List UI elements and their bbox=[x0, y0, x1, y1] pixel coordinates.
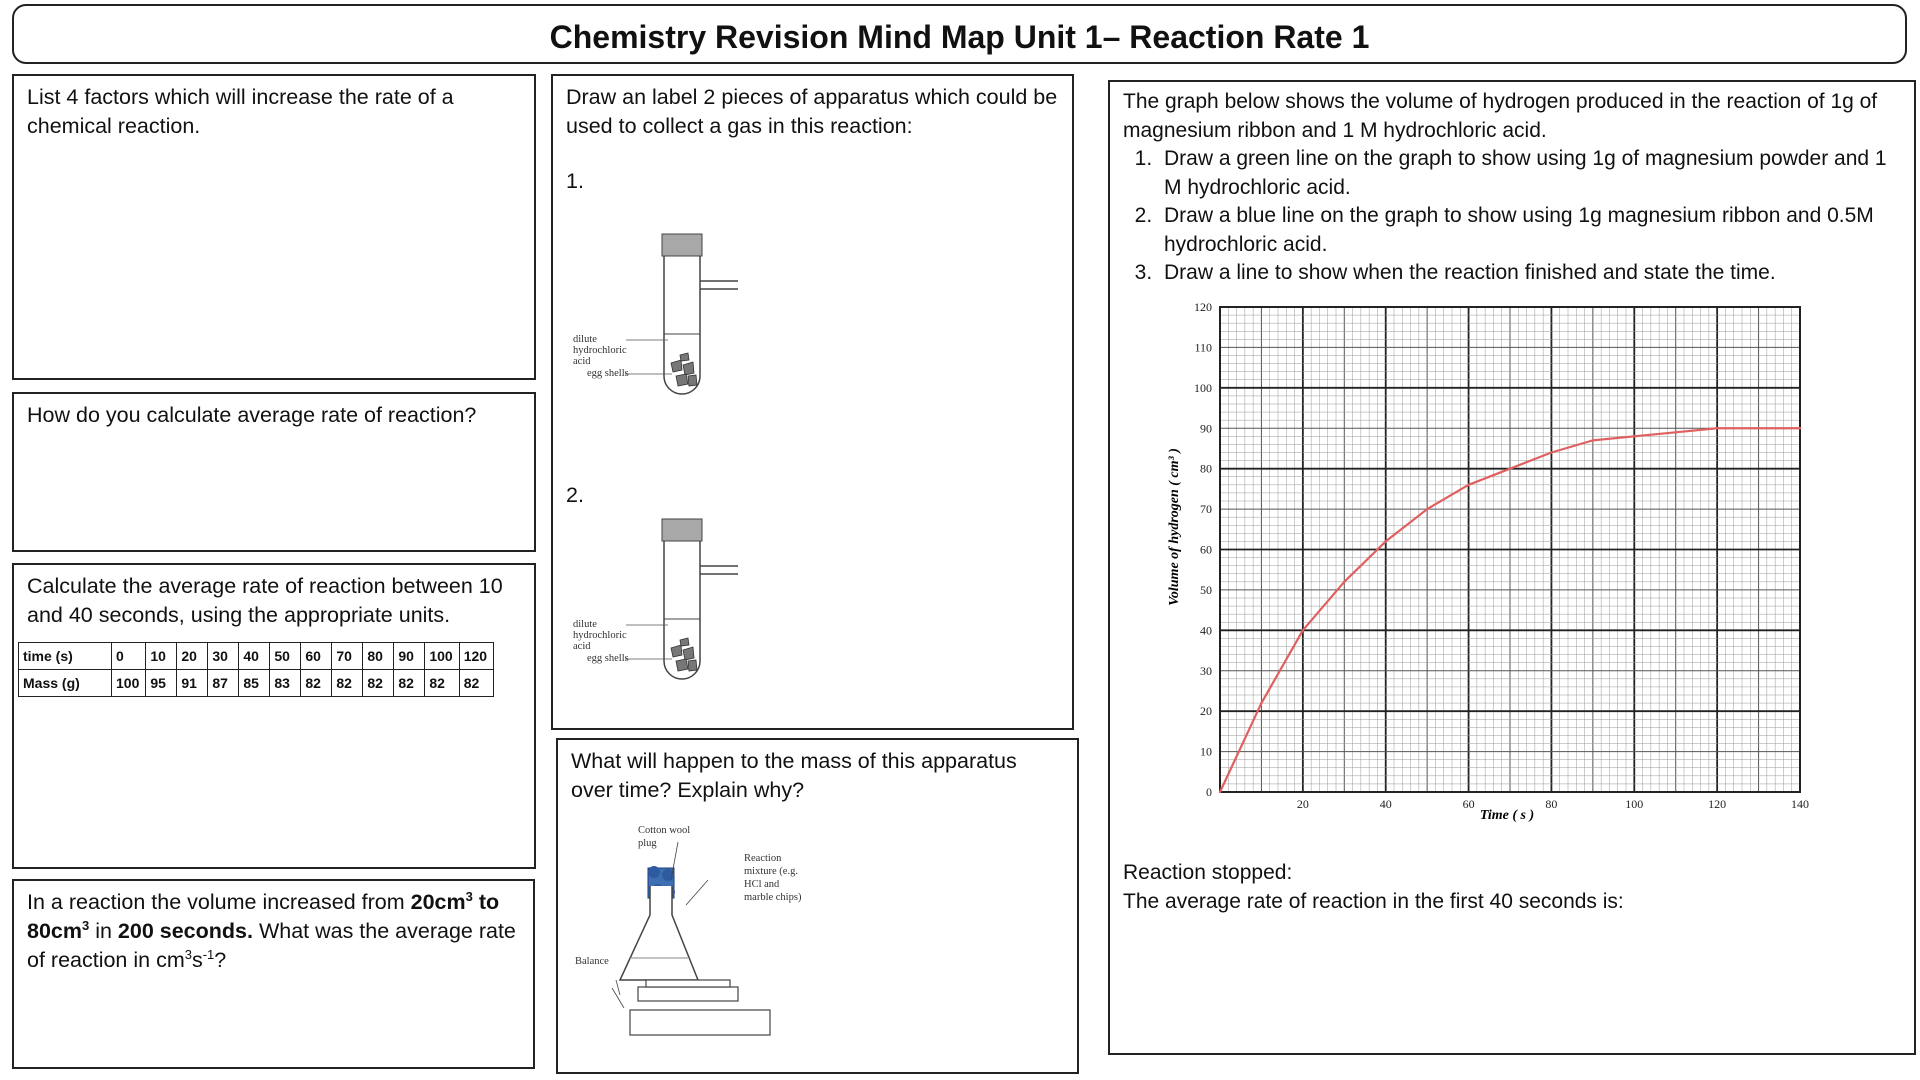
data-point bbox=[1633, 435, 1635, 437]
data-point bbox=[1260, 702, 1262, 704]
y-tick-label: 60 bbox=[1200, 542, 1212, 557]
table-cell: 0 bbox=[112, 643, 146, 670]
y-tick-label: 110 bbox=[1194, 340, 1212, 355]
chart-y-axis-label: Volume of hydrogen ( cm³ ) bbox=[1167, 448, 1182, 606]
table-cell: 70 bbox=[332, 643, 363, 670]
volume-panel bbox=[12, 879, 535, 1069]
table-row bbox=[19, 670, 494, 697]
calculate-question: Calculate the average rate of reaction between 10 and 40 seconds, using the appropriate units. bbox=[27, 574, 503, 627]
y-tick-label: 50 bbox=[1200, 582, 1212, 597]
page-title: Chemistry Revision Mind Map Unit 1– Reaction Rate 1 bbox=[549, 19, 1370, 55]
y-tick-label: 0 bbox=[1206, 785, 1212, 799]
table-row bbox=[19, 643, 494, 670]
item-number-1: 1. bbox=[566, 169, 584, 193]
table-cell: 82 bbox=[301, 670, 332, 697]
x-tick-label: 100 bbox=[1625, 797, 1644, 811]
table-cell: 20 bbox=[177, 643, 208, 670]
graph-task-list bbox=[1110, 145, 1914, 288]
table-cell: 10 bbox=[146, 643, 177, 670]
data-point bbox=[1592, 439, 1594, 441]
factors-question: List 4 factors which will increase the rate of a chemical reaction. bbox=[27, 85, 454, 138]
y-tick-label: 90 bbox=[1200, 421, 1212, 436]
volume-question: In a reaction the volume increased from $20cm^3$ to $80cm^3$ in 200 seconds. What was the average rate of reaction in $cm^3s^{-1}$? bbox=[27, 888, 516, 972]
table-cell: 82 bbox=[394, 670, 425, 697]
table-cell: 100 bbox=[425, 643, 459, 670]
acid-label-1: dilute hydrochloric acid bbox=[573, 334, 627, 367]
apparatus-question: Draw an label 2 pieces of apparatus which could be used to collect a gas in this reaction: bbox=[566, 85, 1058, 138]
data-point bbox=[1385, 540, 1387, 542]
graph-panel bbox=[1108, 80, 1916, 1055]
data-point bbox=[1219, 791, 1221, 793]
average-rate-panel bbox=[12, 392, 536, 552]
table-cell: 91 bbox=[177, 670, 208, 697]
conical-flask-diagram bbox=[568, 820, 868, 1060]
data-point bbox=[1426, 508, 1428, 510]
mass-time-table bbox=[18, 642, 494, 697]
factors-panel bbox=[12, 74, 536, 380]
data-point bbox=[1675, 431, 1677, 433]
x-tick-label: 80 bbox=[1545, 797, 1558, 811]
y-tick-label: 100 bbox=[1194, 380, 1212, 395]
x-tick-label: 20 bbox=[1296, 797, 1309, 811]
list-item: 2. Draw a blue line on the graph to show using 1g magnesium ribbon and 0.5M hydrochloric acid. bbox=[1158, 202, 1900, 259]
graph-intro: The graph below shows the volume of hydrogen produced in the reaction of 1g of magnesium ribbon and 1 M hydrochloric acid. bbox=[1123, 90, 1878, 142]
data-point bbox=[1716, 427, 1718, 429]
y-tick-label: 80 bbox=[1200, 461, 1212, 476]
shells-label-2: egg shells bbox=[587, 653, 629, 664]
data-point bbox=[1302, 629, 1304, 631]
hydrogen-volume-chart bbox=[1150, 297, 1810, 827]
table-cell: 95 bbox=[146, 670, 177, 697]
list-item: 3. Draw a line to show when the reaction finished and state the time. bbox=[1158, 259, 1900, 288]
table-cell: 30 bbox=[208, 643, 239, 670]
balance-label: Balance bbox=[575, 956, 609, 967]
table-cell: 120 bbox=[459, 643, 493, 670]
x-tick-label: 60 bbox=[1462, 797, 1475, 811]
mass-question: What will happen to the mass of this apparatus over time? Explain why? bbox=[571, 749, 1017, 802]
x-tick-label: 120 bbox=[1708, 797, 1727, 811]
data-point bbox=[1509, 467, 1511, 469]
data-point bbox=[1799, 427, 1801, 429]
reaction-stopped-text: Reaction stopped: bbox=[1123, 861, 1293, 884]
table-cell: 100 bbox=[112, 670, 146, 697]
table-header-cell: time (s) bbox=[19, 643, 112, 670]
test-tube-diagram-2 bbox=[568, 511, 748, 691]
table-cell: 50 bbox=[270, 643, 301, 670]
x-tick-label: 140 bbox=[1791, 797, 1809, 811]
chart-x-axis-label: Time ( s ) bbox=[1479, 808, 1535, 823]
y-tick-label: 10 bbox=[1200, 744, 1212, 759]
y-tick-label: 30 bbox=[1200, 663, 1212, 678]
table-cell: 83 bbox=[270, 670, 301, 697]
table-cell: 40 bbox=[239, 643, 270, 670]
table-cell: 80 bbox=[363, 643, 394, 670]
average-rate-text: The average rate of reaction in the first 40 seconds is: bbox=[1123, 890, 1624, 913]
data-point bbox=[1343, 581, 1345, 583]
x-tick-label: 40 bbox=[1379, 797, 1392, 811]
table-cell: 60 bbox=[301, 643, 332, 670]
table-cell: 82 bbox=[459, 670, 493, 697]
title-banner bbox=[12, 4, 1907, 64]
table-cell: 85 bbox=[239, 670, 270, 697]
table-header-cell: Mass (g) bbox=[19, 670, 112, 697]
y-tick-label: 40 bbox=[1200, 623, 1212, 638]
y-tick-label: 70 bbox=[1200, 502, 1212, 517]
table-cell: 90 bbox=[394, 643, 425, 670]
item-number-2: 2. bbox=[566, 483, 584, 507]
test-tube-diagram-1 bbox=[568, 226, 748, 406]
reaction-mixture-label: Reaction mixture (e.g. HCl and marble chips) bbox=[744, 853, 802, 903]
list-item: 1. Draw a green line on the graph to show using 1g of magnesium powder and 1 M hydrochloric acid. bbox=[1158, 145, 1900, 202]
average-rate-question: How do you calculate average rate of reaction? bbox=[27, 403, 477, 427]
y-tick-label: 120 bbox=[1194, 300, 1212, 314]
table-cell: 87 bbox=[208, 670, 239, 697]
table-cell: 82 bbox=[363, 670, 394, 697]
table-cell: 82 bbox=[332, 670, 363, 697]
apparatus-panel bbox=[551, 74, 1074, 730]
cotton-wool-label: Cotton wool plug bbox=[638, 825, 691, 849]
calculate-panel bbox=[12, 563, 536, 869]
data-point bbox=[1467, 484, 1469, 486]
data-point bbox=[1550, 451, 1552, 453]
mass-apparatus-panel bbox=[556, 738, 1079, 1074]
table-cell: 82 bbox=[425, 670, 459, 697]
acid-label-2: dilute hydrochloric acid bbox=[573, 619, 627, 652]
shells-label-1: egg shells bbox=[587, 368, 629, 379]
y-tick-label: 20 bbox=[1200, 704, 1212, 719]
